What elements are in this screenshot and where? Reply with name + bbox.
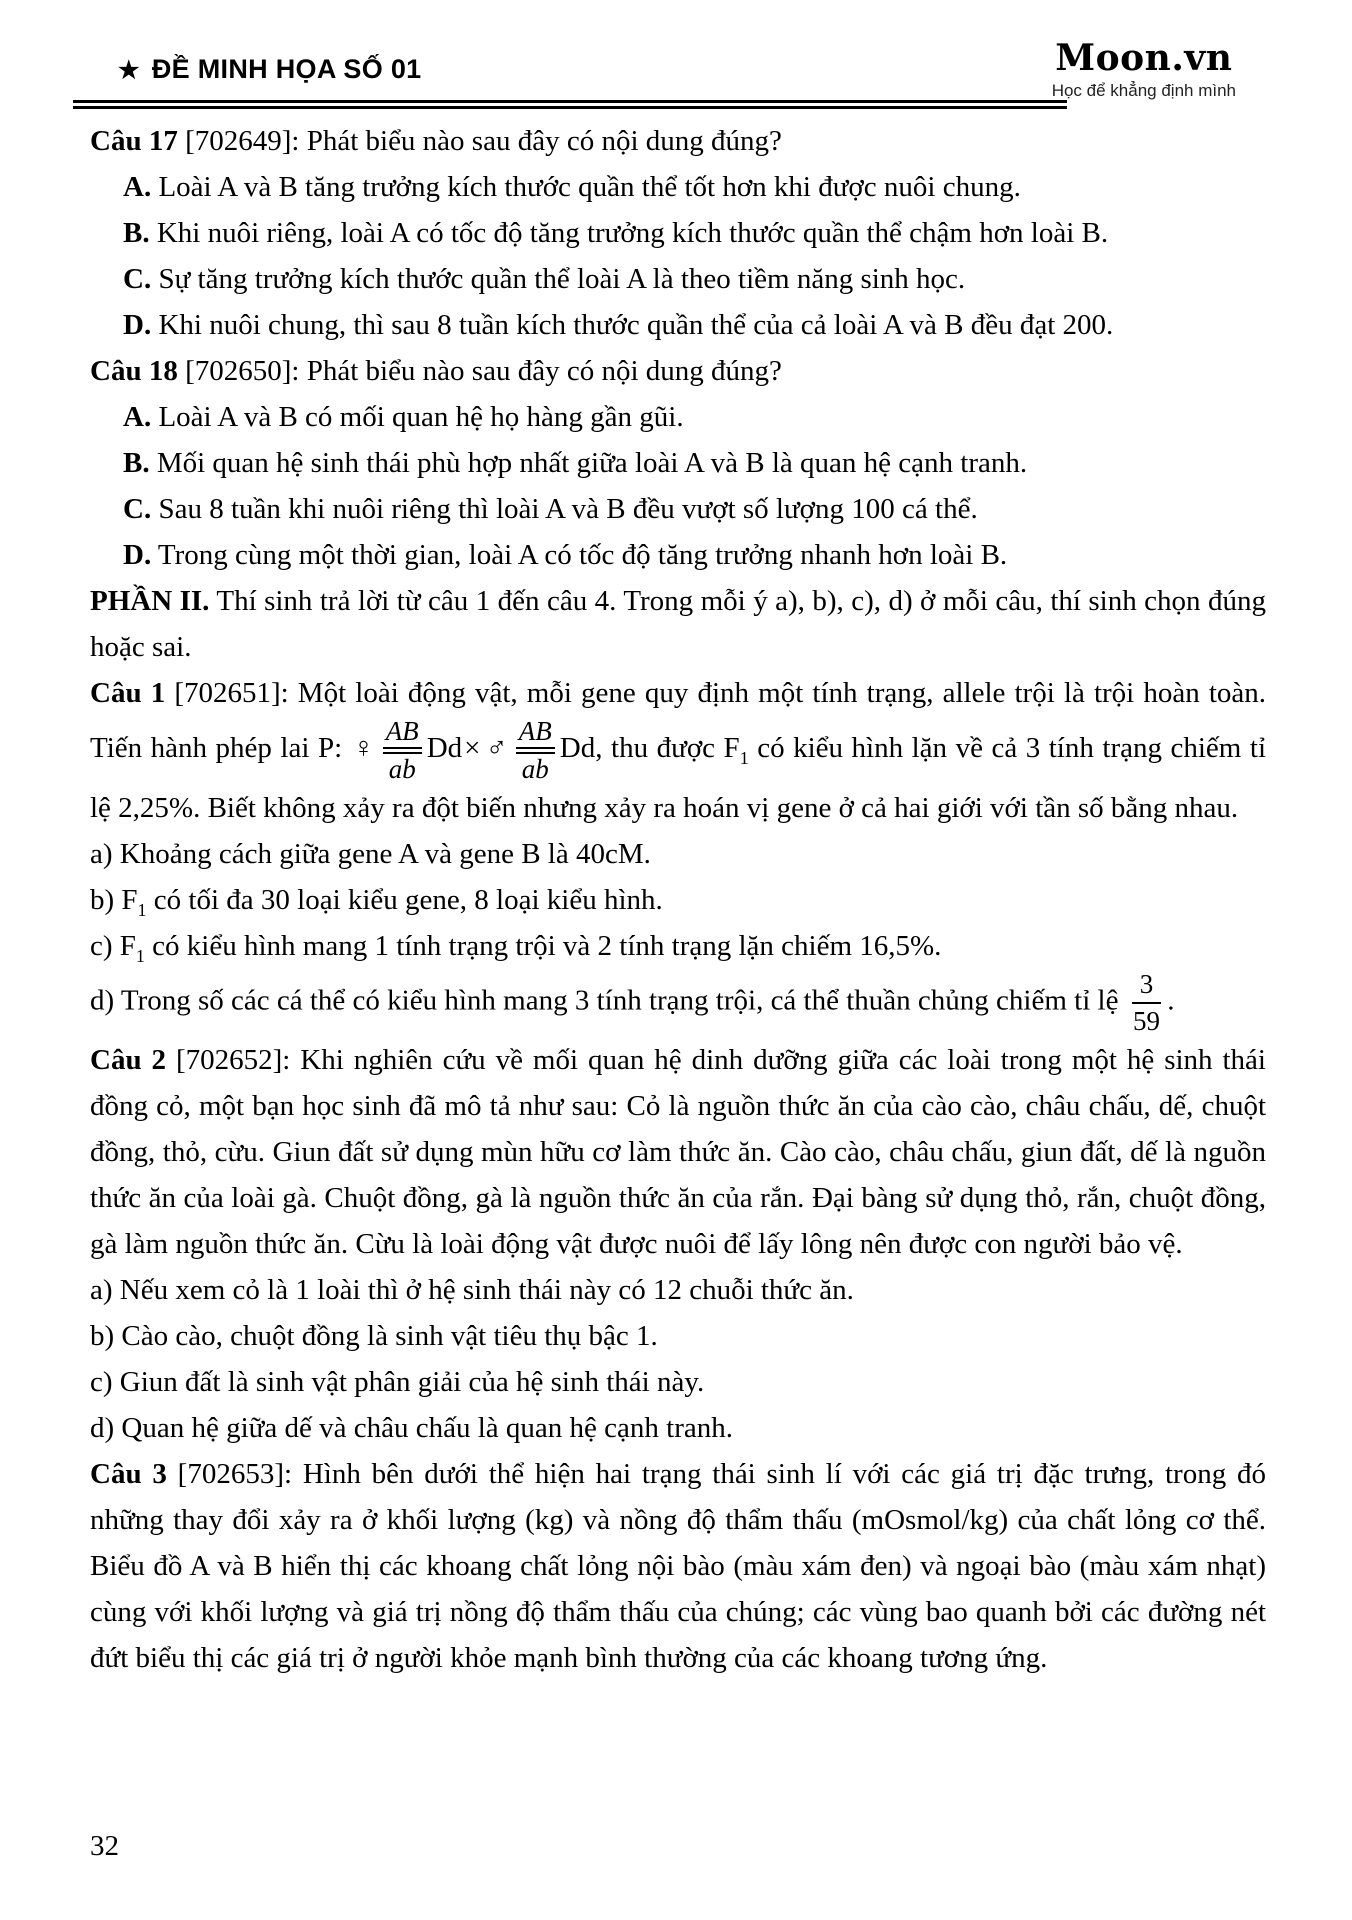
fraction-double-line: [383, 747, 422, 754]
question-18-label: Câu 18: [90, 355, 178, 387]
moon-tagline: Học để khẳng định mình: [1051, 81, 1236, 100]
question-2-item-c: [90, 1359, 1266, 1405]
male-icon: ♂: [484, 732, 509, 765]
exam-title-text: ĐỀ MINH HỌA SỐ 01: [151, 54, 422, 84]
exam-title: [118, 54, 421, 85]
f1-subscript: 1: [137, 899, 147, 920]
genotype-dd: Dd: [559, 732, 596, 765]
question-3-label: Câu 3: [90, 1458, 167, 1491]
option-letter: D.: [123, 539, 152, 571]
f1-subscript: 1: [739, 747, 749, 768]
item-text: a) Nếu xem cỏ là 1 loài thì ở hệ sinh thái này có 12 chuỗi thức ăn.: [90, 1274, 854, 1307]
header-divider: [73, 100, 1067, 109]
question-17-option-a: [90, 164, 1266, 210]
moon-logo: [1051, 37, 1236, 101]
question-17-label: Câu 17: [90, 125, 178, 157]
option-text: Khi nuôi riêng, loài A có tốc độ tăng trưởng kích thước quần thể chậm hơn loài B.: [149, 217, 1109, 249]
item-text: a) Khoảng cách giữa gene A và gene B là 40cM.: [90, 838, 651, 870]
genotype-fraction: [516, 716, 555, 785]
question-18-option-d: [90, 532, 1266, 578]
option-letter: A.: [123, 171, 152, 203]
item-text: .: [1167, 984, 1175, 1017]
item-text: b) Cào cào, chuột đồng là sinh vật tiêu thụ bậc 1.: [90, 1320, 658, 1353]
question-3-text: [702653]: Hình bên dưới thể hiện hai trạng thái sinh lí với các giá trị đặc trưng, trong đó những thay đổi xảy ra ở khối lượng (kg) và nồng độ thẩm thấu (mOsmol/kg) của chất lỏng cơ thể. Biểu đồ A và B hiển thị các khoang chất lỏng nội bào (màu xám đen) và ngoại bào (màu xám nhạt) cùng với khối lượng và giá trị nồng độ thẩm thấu của chúng; các vùng bao quanh bởi các đường nét đứt biểu thị các giá trị ở người khỏe mạnh bình thường của các khoang tương ứng.: [90, 1458, 1267, 1675]
question-1-stem: [90, 670, 1266, 831]
option-text: Loài A và B tăng trưởng kích thước quần thể tốt hơn khi được nuôi chung.: [151, 171, 1021, 203]
question-1-label: Câu 1: [90, 677, 166, 709]
option-text: Khi nuôi chung, thì sau 8 tuần kích thước quần thể của cả loài A và B đều đạt 200.: [151, 309, 1114, 341]
question-2-item-a: [90, 1267, 1266, 1313]
item-text: b) F: [90, 884, 138, 916]
option-letter: B.: [123, 447, 150, 479]
question-1-item-c: [90, 923, 1266, 969]
option-letter: D.: [123, 309, 152, 341]
fraction-denominator: 59: [1132, 1006, 1160, 1037]
question-1-text: [702651]: Một loài động vật, mỗi gene quy định một tính trạng, allele trội là trội hoàn toàn. Tiến hành phép lai P:: [90, 677, 1267, 765]
question-18-stem: [90, 348, 1266, 394]
option-letter: B.: [123, 217, 150, 249]
question-18-text: [702650]: Phát biểu nào sau đây có nội dung đúng?: [177, 355, 782, 387]
question-17-option-d: [90, 302, 1266, 348]
question-2-label: Câu 2: [90, 1044, 167, 1077]
item-text: c) Giun đất là sinh vật phân giải của hệ sinh thái này.: [90, 1366, 705, 1399]
part-2-heading: [90, 578, 1266, 670]
genotype-fraction: [383, 716, 422, 785]
question-17-stem: [90, 118, 1266, 164]
question-2-item-b: [90, 1313, 1266, 1359]
item-text: có tối đa 30 loại kiểu gene, 8 loại kiểu hình.: [146, 884, 663, 916]
female-icon: ♀: [352, 732, 376, 765]
option-text: Trong cùng một thời gian, loài A có tốc độ tăng trưởng nhanh hơn loài B.: [151, 539, 1008, 571]
f1-subscript: 1: [135, 945, 145, 966]
part-2-label: PHẦN II.: [90, 585, 210, 617]
question-2-text: [702652]: Khi nghiên cứu về mối quan hệ dinh dưỡng giữa các loài trong một hệ sinh thái đồng cỏ, một bạn học sinh đã mô tả như sau: Cỏ là nguồn thức ăn của cào cào, châu chấu, dế, chuột đồng, thỏ, cừu. Giun đất sử dụng mùn hữu cơ làm thức ăn. Cào cào, châu chấu, giun đất, dế là nguồn thức ăn của loài gà. Chuột đồng, gà là nguồn thức ăn của rắn. Đại bàng sử dụng thỏ, rắn, chuột đồng, gà làm nguồn thức ăn. Cừu là loài động vật được nuôi để lấy lông nên được con người bảo vệ.: [90, 1044, 1266, 1261]
question-1-item-a: [90, 831, 1266, 877]
question-3-stem: [90, 1451, 1266, 1681]
question-18-option-a: [90, 394, 1266, 440]
item-text: d) Quan hệ giữa dế và châu chấu là quan hệ cạnh tranh.: [90, 1412, 733, 1445]
question-1-item-d: [90, 969, 1266, 1037]
exam-body: [90, 118, 1266, 1681]
page-number: 32: [90, 1830, 119, 1862]
option-letter: C.: [123, 493, 152, 525]
option-letter: C.: [123, 263, 152, 295]
moon-logo-text: Moon.vn: [1055, 37, 1233, 79]
question-2-stem: [90, 1037, 1266, 1267]
part-2-text: Thí sinh trả lời từ câu 1 đến câu 4. Trong mỗi ý a), b), c), d) ở mỗi câu, thí sinh chọn đúng hoặc sai.: [90, 585, 1266, 663]
option-text: Mối quan hệ sinh thái phù hợp nhất giữa loài A và B là quan hệ cạnh tranh.: [149, 447, 1028, 479]
question-17-text: [702649]: Phát biểu nào sau đây có nội dung đúng?: [177, 125, 782, 157]
question-17-option-b: [90, 210, 1266, 256]
question-2-item-d: [90, 1405, 1266, 1451]
fraction-denominator: ab: [521, 754, 549, 784]
genotype-dd: Dd: [426, 732, 463, 765]
fraction-numerator: 3: [1132, 969, 1162, 1004]
page-header: [0, 0, 1352, 112]
fraction-numerator: AB: [518, 716, 552, 746]
option-text: Sau 8 tuần khi nuôi riêng thì loài A và B đều vượt số lượng 100 cá thể.: [151, 493, 978, 525]
fraction-denominator: ab: [388, 754, 416, 784]
option-letter: A.: [123, 401, 152, 433]
multiply-sign: ×: [464, 732, 481, 765]
question-18-option-c: [90, 486, 1266, 532]
option-text: Sự tăng trưởng kích thước quần thể loài A là theo tiềm năng sinh học.: [151, 263, 966, 295]
question-1-text-end: có kiểu hình lặn về cả 3 tính trạng chiếm tỉ lệ 2,25%. Biết không xảy ra đột biến nhưng xảy ra hoán vị gene ở cả hai giới với tần số bằng nhau.: [90, 732, 1266, 824]
option-text: Loài A và B có mối quan hệ họ hàng gần gũi.: [151, 401, 684, 433]
item-text: d) Trong số các cá thể có kiểu hình mang 3 tính trạng trội, cá thể thuần chủng chiếm tỉ lệ: [90, 984, 1126, 1017]
star-icon: ★: [118, 57, 140, 84]
question-1-text-cont: , thu được F: [595, 732, 740, 765]
fraction-double-line: [516, 747, 555, 754]
question-17-option-c: [90, 256, 1266, 302]
item-text: c) F: [90, 930, 136, 962]
question-1-item-b: [90, 877, 1266, 923]
fraction-numerator: AB: [385, 716, 419, 746]
item-text: có kiểu hình mang 1 tính trạng trội và 2 tính trạng lặn chiếm 16,5%.: [144, 930, 942, 962]
ratio-fraction: [1132, 969, 1162, 1037]
question-18-option-b: [90, 440, 1266, 486]
